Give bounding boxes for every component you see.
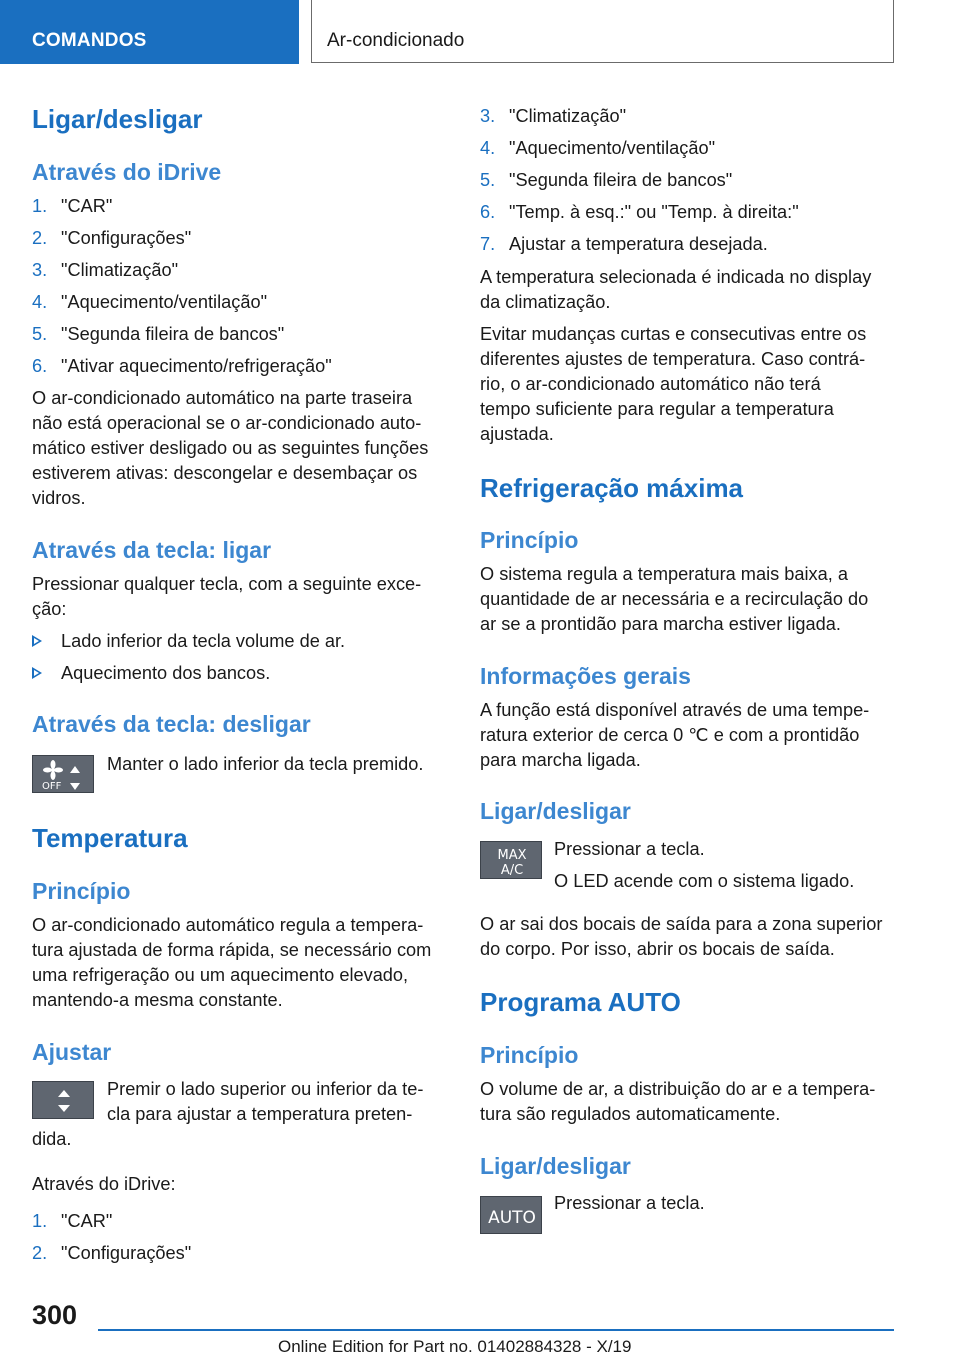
- header-chapter-box: [311, 0, 894, 63]
- header-section-tab: [0, 0, 299, 64]
- heading-principio: Princípio: [480, 1042, 579, 1068]
- heading-atraves-idrive: Através do iDrive: [32, 159, 222, 185]
- heading-ligar-desligar: Ligar/desligar: [32, 104, 203, 134]
- heading-temperatura: Temperatura: [32, 823, 188, 853]
- paragraph-line: A temperatura selecionada é indicada no display: [480, 267, 872, 287]
- paragraph-line: O sistema regula a temperatura mais baixa, a: [480, 564, 848, 584]
- heading-tecla-ligar: Através da tecla: ligar: [32, 537, 272, 563]
- paragraph-line: uma refrigeração ou um aquecimento elevado,: [32, 965, 409, 985]
- svg-text:A/C: A/C: [500, 863, 524, 878]
- footer-divider: [98, 1329, 894, 1331]
- paragraph-line: tura são regulados automaticamente.: [480, 1104, 781, 1124]
- paragraph-line: quantidade de ar necessária e a recirculação do: [480, 589, 869, 609]
- bullet-triangle-icon: [32, 667, 42, 679]
- heading-principio: Princípio: [32, 878, 131, 904]
- paragraph-line: diferentes ajustes de temperatura. Caso contrá-: [480, 349, 866, 369]
- svg-text:MAX: MAX: [497, 848, 527, 863]
- max-ac-button-icon: [480, 841, 542, 879]
- svg-text:OFF: OFF: [42, 781, 62, 792]
- paragraph-line: vidros.: [32, 488, 86, 508]
- paragraph-line: para marcha ligada.: [480, 750, 641, 770]
- paragraph-line: cla para ajustar a temperatura preten-: [107, 1104, 413, 1124]
- paragraph-line: do corpo. Por isso, abrir os bocais de saída.: [480, 939, 835, 959]
- auto-instruction: Pressionar a tecla.: [554, 1193, 705, 1213]
- paragraph-line: mático estiver desligado ou as seguintes funções: [32, 438, 429, 458]
- paragraph-line: ção:: [32, 599, 67, 619]
- fan-off-button-icon: [32, 755, 94, 793]
- heading-refrigeracao-maxima: Refrigeração máxima: [480, 473, 744, 503]
- paragraph-line: O volume de ar, a distribuição do ar e a tempera-: [480, 1079, 876, 1099]
- auto-button-icon: [480, 1196, 542, 1234]
- paragraph-line: ar se a prontidão para marcha estiver ligada.: [480, 614, 841, 634]
- paragraph-line: da climatização.: [480, 292, 611, 312]
- heading-ajustar: Ajustar: [32, 1039, 112, 1065]
- heading-programa-auto: Programa AUTO: [480, 987, 681, 1017]
- heading-informacoes-gerais: Informações gerais: [480, 663, 691, 689]
- paragraph-line: tura ajustada de forma rápida, se necessário com: [32, 940, 432, 960]
- paragraph-line: Pressionar qualquer tecla, com a seguinte exce-: [32, 574, 422, 594]
- paragraph-line: não está operacional se o ar-condicionado auto-: [32, 413, 422, 433]
- maxac-led-note: O LED acende com o sistema ligado.: [554, 871, 855, 891]
- page-number: 300: [32, 1300, 78, 1330]
- paragraph-line: rio, o ar-condicionado automático não terá: [480, 374, 821, 394]
- heading-ligar-desligar: Ligar/desligar: [480, 1153, 631, 1179]
- paragraph-line: Premir o lado superior ou inferior da te-: [107, 1079, 424, 1099]
- chapter-title: Ar-condicionado: [327, 30, 465, 51]
- paragraph-line: dida.: [32, 1129, 72, 1149]
- paragraph-line: A função está disponível através de uma tempe-: [480, 700, 870, 720]
- paragraph-line: Através do iDrive:: [32, 1174, 176, 1194]
- paragraph-line: estiverem ativas: descongelar e desembaçar os: [32, 463, 418, 483]
- paragraph-line: ratura exterior de cerca 0 ℃ e com a prontidão: [480, 725, 860, 745]
- heading-tecla-desligar: Através da tecla: desligar: [32, 711, 311, 737]
- paragraph-line: tempo suficiente para regular a temperatura: [480, 399, 834, 419]
- footer-edition: Online Edition for Part no. 01402884328 - X/19: [278, 1337, 632, 1356]
- maxac-instruction: Pressionar a tecla.: [554, 839, 705, 859]
- svg-text:AUTO: AUTO: [488, 1208, 536, 1228]
- bullet-triangle-icon: [32, 635, 42, 647]
- paragraph-line: O ar sai dos bocais de saída para a zona superior: [480, 914, 883, 934]
- paragraph-line: O ar-condicionado automático na parte traseira: [32, 388, 413, 408]
- desligar-instruction: Manter o lado inferior da tecla premido.: [107, 754, 424, 774]
- section-title: COMANDOS: [32, 30, 147, 51]
- paragraph-line: O ar-condicionado automático regula a tempera-: [32, 915, 424, 935]
- paragraph-line: Evitar mudanças curtas e consecutivas entre os: [480, 324, 867, 344]
- paragraph-line: ajustada.: [480, 424, 554, 444]
- heading-ligar-desligar: Ligar/desligar: [480, 798, 631, 824]
- heading-principio: Princípio: [480, 527, 579, 553]
- paragraph-line: mantendo-a mesma constante.: [32, 990, 283, 1010]
- temperature-up-down-button-icon: [32, 1081, 94, 1119]
